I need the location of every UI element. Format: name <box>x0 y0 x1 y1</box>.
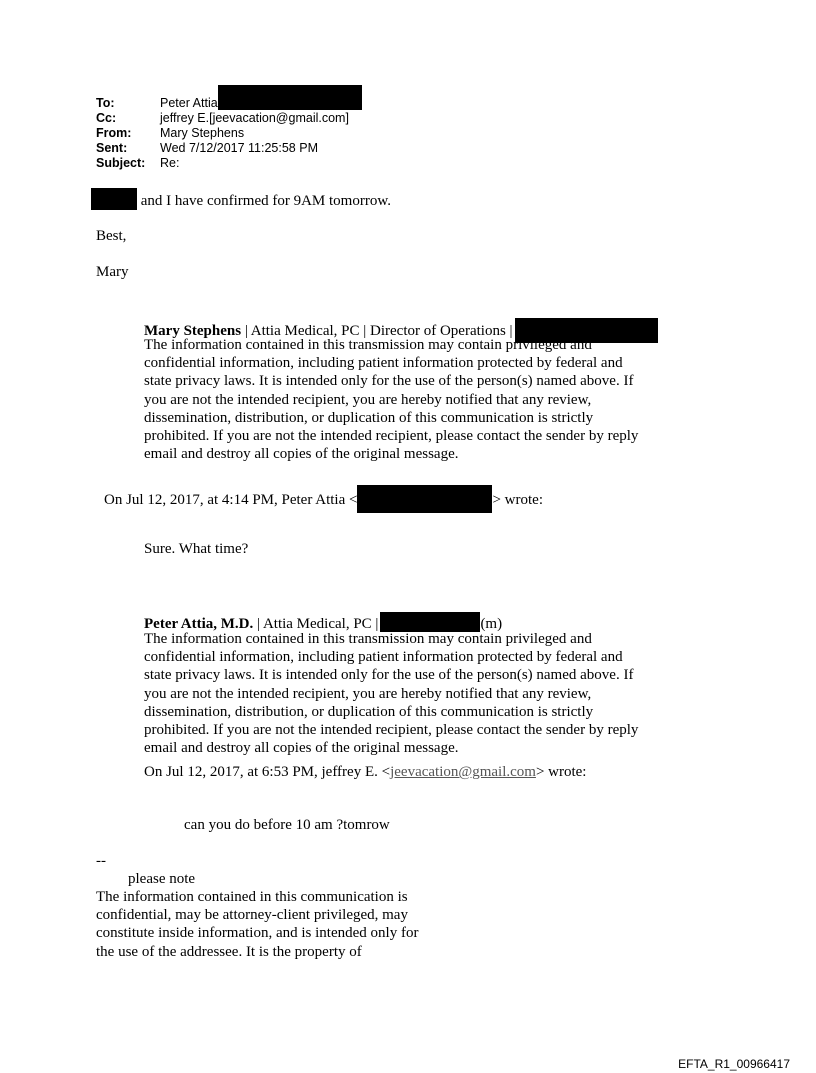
reply-closing: Best, <box>96 228 127 244</box>
peter-signature-name: Peter Attia, M.D. <box>144 616 254 632</box>
quote1-body: Sure. What time? <box>144 541 249 557</box>
sent-value: Wed 7/12/2017 11:25:58 PM <box>160 141 318 155</box>
document-id: EFTA_R1_00966417 <box>678 1057 790 1071</box>
quote2-intro-before: On Jul 12, 2017, at 6:53 PM, jeffrey E. < <box>144 764 391 780</box>
subject-value: Re: <box>160 156 180 170</box>
redaction-box <box>380 612 480 632</box>
mary-signature-rest: | Attia Medical, PC | Director of Operations | <box>241 323 513 339</box>
to-value <box>160 96 362 111</box>
sent-label: Sent: <box>96 141 128 155</box>
from-label: From: <box>96 126 132 140</box>
quote2-intro-after: > wrote: <box>535 764 587 780</box>
footer-dashes: -- <box>96 853 106 869</box>
mary-disclaimer: The information contained in this transmission may contain privileged and confidential information, including patient information protected by federal and state privacy laws. It is intended only for the use of the person(s) named above. If you are not the intended recipient, you are hereby notified that any review, dissemination, distribution, or duplication of this communication is strictly prohibited. If you are not the intended recipient, please contact the sender by reply email and destroy all copies of the original message. <box>144 337 639 463</box>
email-link[interactable]: jeevacation@gmail.com <box>390 764 536 780</box>
redaction-box <box>91 188 137 210</box>
footer-disclaimer: The information contained in this communication is confidential, may be attorney-client privileged, may constitute inside information, and is intended only for the use of the addressee. It is the property of <box>96 889 419 960</box>
peter-signature-rest: | Attia Medical, PC | <box>253 616 379 632</box>
redaction-box <box>357 485 492 513</box>
redaction-box <box>218 85 362 110</box>
to-label: To: <box>96 96 115 110</box>
quote1-intro-before: On Jul 12, 2017, at 4:14 PM, Peter Attia < <box>104 492 358 508</box>
reply-text: and I have confirmed for 9AM tomorrow. <box>137 193 391 209</box>
quote2-body: can you do before 10 am ?tomrow <box>184 817 390 833</box>
from-value: Mary Stephens <box>160 126 245 140</box>
to-name: Peter Attia <box>160 96 218 110</box>
reply-line <box>91 188 391 210</box>
quote1-intro-after: > wrote: <box>492 492 543 508</box>
footer-please-note: please note <box>128 871 196 887</box>
mary-signature-name: Mary Stephens <box>144 323 242 339</box>
cc-value: jeffrey E.[jeevacation@gmail.com] <box>160 111 349 125</box>
reply-name: Mary <box>96 264 129 280</box>
quote2-intro <box>144 763 586 781</box>
peter-signature-suffix: (m) <box>480 616 503 632</box>
quote1-intro <box>104 485 543 513</box>
peter-disclaimer: The information contained in this transmission may contain privileged and confidential information, including patient information protected by federal and state privacy laws. It is intended only for the use of the person(s) named above. If you are not the intended recipient, you are hereby notified that any review, dissemination, distribution, or duplication of this communication is strictly prohibited. If you are not the intended recipient, please contact the sender by reply email and destroy all copies of the original message. <box>144 631 639 757</box>
cc-label: Cc: <box>96 111 117 125</box>
subject-label: Subject: <box>96 156 146 170</box>
